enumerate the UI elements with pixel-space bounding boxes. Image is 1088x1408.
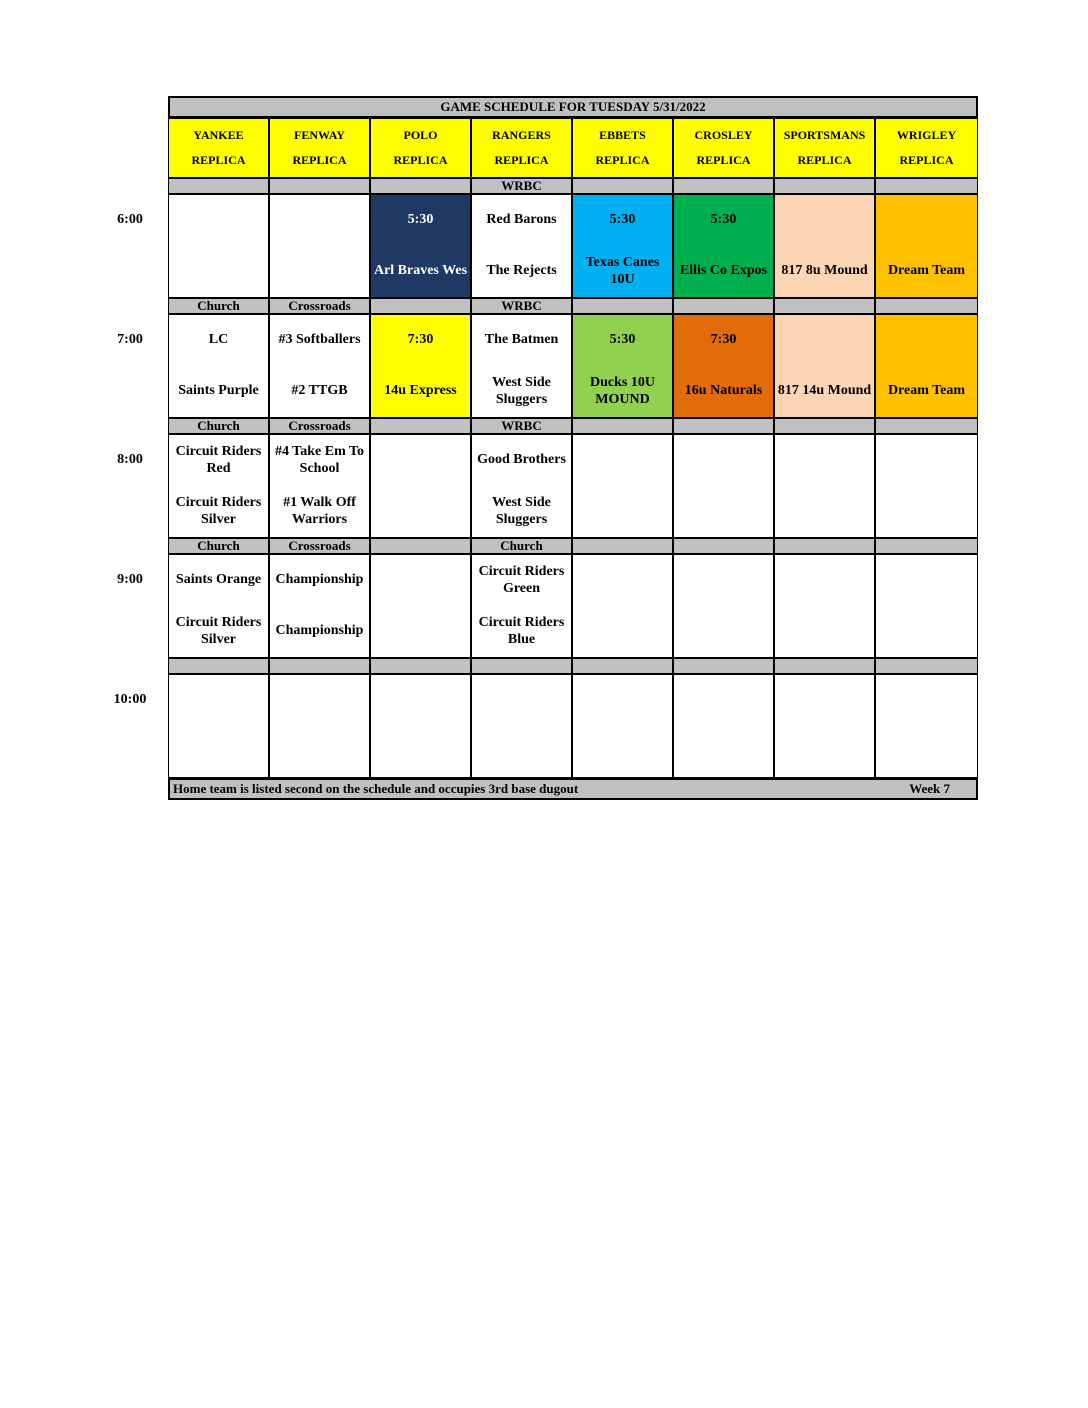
game-bottom bbox=[472, 726, 571, 777]
team-or-time: Red Barons bbox=[486, 212, 557, 228]
team-or-time: 7:30 bbox=[710, 332, 737, 348]
game-top bbox=[674, 435, 773, 486]
field-name: RANGERS bbox=[492, 127, 551, 142]
home-team: Saints Purple bbox=[178, 383, 259, 399]
time-label: 9:00 bbox=[117, 572, 143, 587]
game-bottom bbox=[876, 726, 977, 777]
game-cell bbox=[370, 434, 471, 538]
game-top bbox=[270, 195, 369, 246]
game-top bbox=[472, 555, 571, 606]
league-label bbox=[875, 298, 978, 314]
home-team: Circuit Riders Silver bbox=[175, 495, 262, 527]
field-header-wrigley bbox=[875, 118, 978, 178]
time-label: 7:00 bbox=[117, 332, 143, 347]
game-cell bbox=[471, 434, 572, 538]
home-team: Dream Team bbox=[887, 383, 966, 399]
game-cell bbox=[572, 314, 673, 418]
league-label: Church bbox=[471, 538, 572, 554]
game-bottom bbox=[472, 606, 571, 657]
game-top bbox=[573, 675, 672, 726]
game-top bbox=[775, 435, 874, 486]
game-cell bbox=[875, 674, 978, 778]
game-top bbox=[674, 555, 773, 606]
league-label bbox=[875, 178, 978, 194]
game-cell bbox=[875, 314, 978, 418]
game-bottom bbox=[169, 606, 268, 657]
home-team: Arl Braves Wes bbox=[373, 263, 468, 279]
league-label bbox=[875, 658, 978, 674]
field-header-fenway bbox=[269, 118, 370, 178]
game-bottom bbox=[270, 366, 369, 417]
league-label bbox=[673, 418, 774, 434]
game-cell bbox=[572, 674, 673, 778]
week-label: Week 7 bbox=[909, 780, 950, 796]
game-bottom bbox=[876, 366, 977, 417]
game-bottom bbox=[674, 366, 773, 417]
game-bottom bbox=[472, 366, 571, 417]
field-name: EBBETS bbox=[599, 127, 646, 142]
team-or-time: 5:30 bbox=[609, 212, 636, 228]
game-top bbox=[876, 435, 977, 486]
league-label bbox=[370, 538, 471, 554]
league-label bbox=[370, 298, 471, 314]
team-or-time: LC bbox=[208, 332, 229, 348]
game-cell bbox=[673, 434, 774, 538]
field-subtitle: REPLICA bbox=[393, 152, 448, 167]
game-top bbox=[876, 195, 977, 246]
game-top bbox=[371, 435, 470, 486]
game-top bbox=[674, 675, 773, 726]
game-cell bbox=[370, 314, 471, 418]
team-or-time: Saints Orange bbox=[175, 572, 262, 588]
game-bottom bbox=[371, 366, 470, 417]
game-bottom bbox=[169, 246, 268, 297]
game-cell bbox=[471, 314, 572, 418]
league-label bbox=[572, 538, 673, 554]
game-cell bbox=[269, 674, 370, 778]
game-cell bbox=[168, 434, 269, 538]
game-top bbox=[775, 195, 874, 246]
game-bottom bbox=[270, 726, 369, 777]
game-cell bbox=[168, 674, 269, 778]
game-top bbox=[270, 315, 369, 366]
game-cell bbox=[168, 314, 269, 418]
game-top bbox=[876, 675, 977, 726]
game-top bbox=[371, 555, 470, 606]
game-bottom bbox=[876, 606, 977, 657]
field-name: FENWAY bbox=[294, 127, 345, 142]
game-top bbox=[371, 675, 470, 726]
game-bottom bbox=[472, 486, 571, 537]
league-label bbox=[572, 658, 673, 674]
league-label bbox=[673, 298, 774, 314]
league-label bbox=[774, 298, 875, 314]
game-top bbox=[775, 675, 874, 726]
team-or-time: 5:30 bbox=[407, 212, 434, 228]
home-team: 16u Naturals bbox=[684, 383, 763, 399]
league-label bbox=[673, 538, 774, 554]
game-bottom bbox=[371, 486, 470, 537]
league-label: Crossroads bbox=[269, 418, 370, 434]
league-label: WRBC bbox=[471, 418, 572, 434]
league-label bbox=[875, 538, 978, 554]
game-cell bbox=[673, 674, 774, 778]
game-cell bbox=[370, 194, 471, 298]
league-label: Crossroads bbox=[269, 298, 370, 314]
game-top bbox=[270, 555, 369, 606]
league-label bbox=[774, 418, 875, 434]
game-top bbox=[371, 195, 470, 246]
game-top bbox=[169, 195, 268, 246]
field-header-sportsmans bbox=[774, 118, 875, 178]
game-cell bbox=[370, 554, 471, 658]
league-label bbox=[774, 538, 875, 554]
game-bottom bbox=[775, 606, 874, 657]
team-or-time: 5:30 bbox=[710, 212, 737, 228]
game-bottom bbox=[573, 726, 672, 777]
game-cell bbox=[875, 194, 978, 298]
game-cell bbox=[774, 674, 875, 778]
game-cell bbox=[572, 194, 673, 298]
game-top bbox=[674, 195, 773, 246]
game-cell bbox=[673, 554, 774, 658]
league-label: Church bbox=[168, 538, 269, 554]
field-subtitle: REPLICA bbox=[899, 152, 954, 167]
schedule-title: GAME SCHEDULE FOR TUESDAY 5/31/2022 bbox=[168, 96, 978, 118]
game-bottom bbox=[775, 246, 874, 297]
game-top bbox=[876, 555, 977, 606]
game-cell bbox=[673, 194, 774, 298]
home-team: West Side Sluggers bbox=[492, 495, 551, 527]
game-cell bbox=[774, 434, 875, 538]
game-bottom bbox=[674, 246, 773, 297]
game-cell bbox=[168, 554, 269, 658]
game-bottom bbox=[270, 246, 369, 297]
home-team: Ducks 10U MOUND bbox=[590, 375, 655, 407]
game-bottom bbox=[371, 246, 470, 297]
league-label bbox=[370, 178, 471, 194]
home-team: 14u Express bbox=[384, 383, 457, 399]
game-bottom bbox=[876, 486, 977, 537]
field-subtitle: REPLICA bbox=[191, 152, 246, 167]
game-bottom bbox=[371, 606, 470, 657]
league-label bbox=[673, 178, 774, 194]
home-team: The Rejects bbox=[486, 263, 557, 279]
game-top bbox=[169, 435, 268, 486]
game-top bbox=[472, 435, 571, 486]
game-top bbox=[270, 675, 369, 726]
game-cell bbox=[471, 674, 572, 778]
game-cell bbox=[572, 554, 673, 658]
team-or-time: #3 Softballers bbox=[278, 332, 361, 348]
game-bottom bbox=[169, 726, 268, 777]
game-top bbox=[775, 315, 874, 366]
field-name: SPORTSMANS bbox=[783, 127, 866, 142]
league-label bbox=[673, 658, 774, 674]
game-top bbox=[169, 675, 268, 726]
game-top bbox=[573, 435, 672, 486]
game-top bbox=[573, 555, 672, 606]
time-label: 6:00 bbox=[117, 212, 143, 227]
game-bottom bbox=[169, 366, 268, 417]
home-team: #1 Walk Off Warriors bbox=[283, 495, 356, 527]
game-top bbox=[573, 315, 672, 366]
game-bottom bbox=[775, 486, 874, 537]
league-label bbox=[572, 178, 673, 194]
game-bottom bbox=[674, 606, 773, 657]
league-label bbox=[370, 418, 471, 434]
league-label bbox=[269, 178, 370, 194]
field-subtitle: REPLICA bbox=[494, 152, 549, 167]
game-cell bbox=[875, 434, 978, 538]
league-label: Church bbox=[168, 298, 269, 314]
game-top bbox=[573, 195, 672, 246]
game-bottom bbox=[573, 246, 672, 297]
league-label: WRBC bbox=[471, 178, 572, 194]
game-top bbox=[472, 195, 571, 246]
league-label: Church bbox=[168, 418, 269, 434]
field-name: CROSLEY bbox=[694, 127, 753, 142]
field-name: WRIGLEY bbox=[896, 127, 957, 142]
home-team: West Side Sluggers bbox=[492, 375, 551, 407]
field-subtitle: REPLICA bbox=[696, 152, 751, 167]
home-team: Texas Canes 10U bbox=[585, 255, 660, 287]
league-label bbox=[875, 418, 978, 434]
game-top bbox=[876, 315, 977, 366]
league-label bbox=[774, 178, 875, 194]
team-or-time: 7:30 bbox=[407, 332, 434, 348]
game-cell bbox=[673, 314, 774, 418]
league-label: Crossroads bbox=[269, 538, 370, 554]
home-team: Ellis Co Expos bbox=[679, 263, 768, 279]
time-label: 8:00 bbox=[117, 452, 143, 467]
game-cell bbox=[269, 314, 370, 418]
game-cell bbox=[471, 554, 572, 658]
league-label bbox=[572, 298, 673, 314]
game-bottom bbox=[573, 486, 672, 537]
league-label: WRBC bbox=[471, 298, 572, 314]
field-header-polo bbox=[370, 118, 471, 178]
home-team: 817 8u Mound bbox=[781, 263, 868, 279]
field-header-yankee bbox=[168, 118, 269, 178]
game-bottom bbox=[876, 246, 977, 297]
game-top bbox=[775, 555, 874, 606]
game-cell bbox=[875, 554, 978, 658]
game-bottom bbox=[371, 726, 470, 777]
team-or-time: Circuit Riders Red bbox=[175, 444, 262, 476]
field-header-rangers bbox=[471, 118, 572, 178]
league-label bbox=[168, 178, 269, 194]
game-bottom bbox=[169, 486, 268, 537]
league-label bbox=[269, 658, 370, 674]
game-cell bbox=[774, 554, 875, 658]
home-team: Dream Team bbox=[887, 263, 966, 279]
field-subtitle: REPLICA bbox=[595, 152, 650, 167]
game-cell bbox=[572, 434, 673, 538]
field-header-crosley bbox=[673, 118, 774, 178]
team-or-time: 5:30 bbox=[609, 332, 636, 348]
game-bottom bbox=[573, 366, 672, 417]
field-subtitle: REPLICA bbox=[797, 152, 852, 167]
time-label: 10:00 bbox=[113, 692, 147, 707]
game-top bbox=[674, 315, 773, 366]
league-label bbox=[774, 658, 875, 674]
field-name: POLO bbox=[403, 127, 438, 142]
game-top bbox=[472, 315, 571, 366]
game-cell bbox=[269, 434, 370, 538]
game-bottom bbox=[674, 726, 773, 777]
game-top bbox=[169, 555, 268, 606]
field-name: YANKEE bbox=[193, 127, 244, 142]
game-bottom bbox=[270, 486, 369, 537]
home-team: Circuit Riders Blue bbox=[478, 615, 565, 647]
game-cell bbox=[168, 194, 269, 298]
game-cell bbox=[471, 194, 572, 298]
footer-row bbox=[168, 778, 978, 800]
footer-note: Home team is listed second on the schedule and occupies 3rd base dugout bbox=[173, 780, 579, 796]
home-team: #2 TTGB bbox=[291, 383, 348, 399]
game-bottom bbox=[472, 246, 571, 297]
league-label bbox=[168, 658, 269, 674]
game-cell bbox=[269, 554, 370, 658]
league-label bbox=[572, 418, 673, 434]
game-cell bbox=[269, 194, 370, 298]
schedule-table bbox=[168, 96, 978, 800]
field-header-ebbets bbox=[572, 118, 673, 178]
game-top bbox=[371, 315, 470, 366]
team-or-time: #4 Take Em To School bbox=[274, 444, 365, 476]
league-label bbox=[370, 658, 471, 674]
home-team: 817 14u Mound bbox=[777, 383, 872, 399]
league-label bbox=[471, 658, 572, 674]
game-cell bbox=[774, 314, 875, 418]
game-bottom bbox=[674, 486, 773, 537]
game-top bbox=[169, 315, 268, 366]
game-bottom bbox=[270, 606, 369, 657]
game-bottom bbox=[573, 606, 672, 657]
game-bottom bbox=[775, 366, 874, 417]
home-team: Circuit Riders Silver bbox=[175, 615, 262, 647]
team-or-time: Good Brothers bbox=[477, 452, 566, 468]
game-top bbox=[270, 435, 369, 486]
game-bottom bbox=[775, 726, 874, 777]
home-team: Championship bbox=[275, 623, 364, 639]
game-cell bbox=[774, 194, 875, 298]
game-cell bbox=[370, 674, 471, 778]
game-top bbox=[472, 675, 571, 726]
field-subtitle: REPLICA bbox=[292, 152, 347, 167]
team-or-time: Championship bbox=[275, 572, 364, 588]
team-or-time: The Batmen bbox=[484, 332, 559, 348]
team-or-time: Circuit Riders Green bbox=[478, 564, 565, 596]
